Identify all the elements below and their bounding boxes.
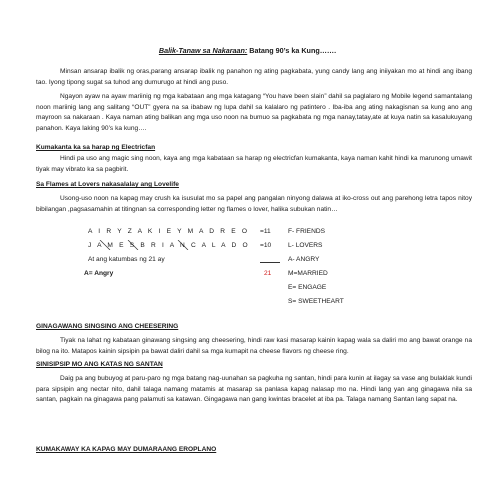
intro-paragraph-2: Ngayon ayaw na ayaw mariinig ng mga kabataan ang mga katagang “You have been slain” dahil sa paglalaro ng Mobile legend samantalang noon mariinig lang ang salitang “OUT” gyera na sa ibabaw ng lupa dahil sa kalalaro ng patintero . Iba-iba ang ating nakagisnan sa kung ano ang mayroon sa nakaraan . Kaya naman ating balikan ang mga uso noon na bumuo sa pagkabata ng mga nanay,tatay,ate at kuya natin sa kasalukuyang panahon. Kaya laking 90’s ka kung…. — [36, 93, 472, 132]
flames-result-label: A= Angry — [84, 270, 114, 277]
flames-count-1: =11 — [260, 228, 271, 235]
flames-result-number: 21 — [264, 270, 272, 277]
section-heading-santan: SINISIPSIP MO ANG KATAS NG SANTAN — [36, 361, 163, 368]
legend-married: M=MARRIED — [288, 270, 328, 277]
article-title — [0, 46, 495, 55]
flames-name-2: J A M E S B R I A N C A L A D O — [88, 242, 250, 249]
section-body-cheesering: Tiyak na lahat ng kabataan ginawang singsing ang cheesering, hindi raw kasi masarap kainin kapag wala sa daliri mo ang bawat orange na bilog na ito. Matapos kainin sipsipin pa bawat daliri dahil sa mga kumapit na cheese flavors ng cheese ring. — [36, 337, 472, 355]
legend-lovers: L- LOVERS — [288, 242, 323, 249]
title-italic: Balik-Tanaw sa Nakaraan: — [158, 46, 248, 55]
legend-friends: F- FRIENDS — [288, 228, 325, 235]
flames-count-2: =10 — [260, 242, 272, 249]
section-heading-eroplano: KUMAKAWAY KA KAPAG MAY DUMARAANG EROPLANO — [36, 446, 217, 453]
intro-paragraph-1: Minsan ansarap ibalik ng oras,parang ansarap ibalik ng panahon ng ating pagkabata, yung candy lang ang iniiyakan mo at hindi ang ibang tao. Iyong tipong sugat sa tuhod ang dumurugo at hindi ang puso. — [36, 68, 472, 86]
flames-combine-label: At ang katumbas ng 21 ay — [88, 256, 165, 263]
section-body-santan: Daig pa ang bubuyog at paru-paro ng mga batang nag-uunahan sa pagkuha ng santan, hindi para kunin at ilagay sa vase ang bulaklak kundi para sipsipin ang nectar nito, dahil talaga namang matamis at masarap sa panlasa kapag nalasap mo na. Hindi lang yan ang ginagawa nila sa santan, pagkain na ginagawa pang palamuti sa katawan. Gingagawa nan gang kwintas bracelet at iba pa. Talaga namang Santan lang sapat na. — [36, 375, 472, 404]
section-body-electricfan: Hindi pa uso ang magic sing noon, kaya ang mga kabataan sa harap ng electricfan kumakanta, kaya naman kahit hindi ka marunong umawit tiyak may vibrato ka sa pagbirit. — [36, 155, 472, 173]
section-heading-flames: Sa Flames at Lovers nakasalalay ang Lovelife — [36, 181, 179, 188]
answer-blank — [260, 256, 280, 263]
title-rest: Batang 90’s ka Kung……. — [247, 46, 337, 55]
section-heading-cheesering: GINAGAWANG SINGSING ANG CHEESERING — [36, 323, 179, 330]
legend-sweetheart: S= SWEETHEART — [288, 298, 344, 305]
legend-angry: A- ANGRY — [288, 256, 320, 263]
flames-name-1: A I R Y Z A K I E Y M A D R E O — [88, 228, 250, 235]
section-body-flames: Usong-uso noon na kapag may crush ka isusulat mo sa papel ang pangalan ninyong dalawa at iko-cross out ang parehong letra tapos nitoy bibilangan ,pagsasamahin at titingnan sa corresponding letter ng flames o lover, halika subukan natin… — [36, 195, 472, 213]
section-heading-electricfan: Kumakanta ka sa harap ng Electricfan — [36, 144, 156, 151]
legend-engage: E= ENGAGE — [288, 284, 327, 291]
